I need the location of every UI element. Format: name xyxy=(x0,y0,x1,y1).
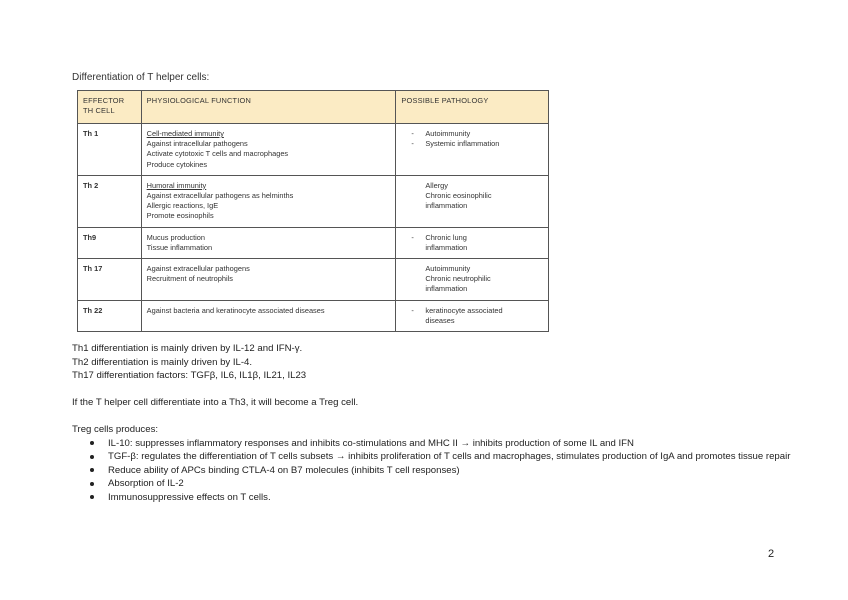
table-row xyxy=(78,175,549,227)
note-th2: Th2 differentiation is mainly driven by IL-4. xyxy=(72,356,253,368)
pathology-line xyxy=(401,316,543,326)
pathology-line xyxy=(401,181,543,191)
function-line: Mucus production xyxy=(146,232,206,242)
table-body xyxy=(78,124,549,332)
function-cell xyxy=(141,124,396,176)
header-pathology: POSSIBLE PATHOLOGY xyxy=(396,91,549,124)
effector-cell: Th 22 xyxy=(78,300,142,331)
function-cell xyxy=(141,227,396,258)
list-marker: - xyxy=(411,139,414,149)
function-line: Tissue inflammation xyxy=(146,242,213,252)
pathology-line xyxy=(401,139,543,149)
pathology-text: Chronic eosinophilic xyxy=(425,191,492,201)
pathology-text: inflammation xyxy=(425,201,468,211)
function-line: Against extracellular pathogens xyxy=(146,264,250,274)
list-item: IL-10: suppresses inflammatory responses and inhibits co-stimulations and MHC II → inhibits production of some IL and IFN xyxy=(108,437,792,451)
pathology-line xyxy=(401,129,543,139)
note-th3: If the T helper cell differentiate into a Th3, it will become a Treg cell. xyxy=(72,397,359,408)
table-row xyxy=(78,300,549,331)
pathology-line xyxy=(401,243,543,253)
list-marker xyxy=(401,181,425,191)
table-row xyxy=(78,259,549,301)
list-marker xyxy=(401,264,425,274)
effector-cell: Th 1 xyxy=(78,124,142,176)
function-line: Against extracellular pathogens as helminths xyxy=(146,191,294,201)
pathology-line xyxy=(401,274,543,284)
note-th17: Th17 differentiation factors: TGFβ, IL6, IL1β, IL21, IL23 xyxy=(72,370,307,381)
function-line: Against intracellular pathogens xyxy=(146,139,248,149)
pathology-text: Autoimmunity xyxy=(425,264,471,274)
pathology-line xyxy=(401,284,543,294)
function-cell xyxy=(141,175,396,227)
effector-cell: Th9 xyxy=(78,227,142,258)
function-line: Against bacteria and keratinocyte associated diseases xyxy=(146,305,325,315)
function-line: Recruitment of neutrophils xyxy=(146,274,233,284)
list-marker xyxy=(401,201,425,211)
list-item: TGF-β: regulates the differentiation of T cells subsets → inhibits proliferation of T cells and macrophages, stimulates production of IgA and promotes tissue repair xyxy=(108,451,791,462)
th-differentiation-table xyxy=(77,90,549,332)
section-heading: Differentiation of T helper cells: xyxy=(72,72,210,83)
notes-section xyxy=(72,342,792,504)
pathology-text: diseases xyxy=(425,315,455,325)
list-item: Immunosuppressive effects on T cells. xyxy=(108,491,792,505)
pathology-text: Allergy xyxy=(425,180,448,190)
function-line: Produce cytokines xyxy=(146,159,208,169)
note-th1: Th1 differentiation is mainly driven by IL-12 and IFN-γ. xyxy=(72,343,303,354)
list-marker xyxy=(401,191,425,201)
function-cell xyxy=(141,300,396,331)
treg-intro: Treg cells produces: xyxy=(72,424,159,435)
pathology-text: Chronic lung xyxy=(425,232,467,242)
list-item: Absorption of IL-2 xyxy=(108,477,792,491)
list-marker xyxy=(401,274,425,284)
pathology-cell xyxy=(396,227,549,258)
header-function: PHYSIOLOGICAL FUNCTION xyxy=(141,91,396,124)
list-marker: - xyxy=(411,129,414,138)
table-row xyxy=(78,124,549,176)
pathology-cell xyxy=(396,175,549,227)
pathology-cell xyxy=(396,259,549,301)
pathology-text: Systemic inflammation xyxy=(425,139,500,149)
list-marker xyxy=(401,316,425,326)
pathology-text: inflammation xyxy=(425,242,468,252)
list-marker xyxy=(401,284,425,294)
list-marker xyxy=(401,243,425,253)
header-effector xyxy=(78,91,142,124)
pathology-text: Chronic neutrophilic xyxy=(425,274,491,284)
pathology-text: inflammation xyxy=(425,284,468,294)
function-title: Humoral immunity xyxy=(146,180,207,190)
pathology-text: keratinocyte associated xyxy=(425,305,503,315)
pathology-line xyxy=(401,191,543,201)
function-line: Activate cytotoxic T cells and macrophages xyxy=(146,149,289,159)
table-row xyxy=(78,227,549,258)
header-effector-line: TH CELL xyxy=(83,106,115,116)
function-line: Promote eosinophils xyxy=(146,211,214,221)
pathology-line xyxy=(401,233,543,243)
table-header-row xyxy=(78,91,549,124)
list-item: Reduce ability of APCs binding CTLA-4 on B7 molecules (inhibits T cell responses) xyxy=(108,464,792,478)
pathology-line xyxy=(401,201,543,211)
pathology-text: Autoimmunity xyxy=(425,129,471,138)
list-marker: - xyxy=(411,232,414,242)
treg-list xyxy=(72,437,792,505)
function-cell xyxy=(141,259,396,301)
page-number: 2 xyxy=(768,548,775,560)
header-effector-line: EFFECTOR xyxy=(83,96,125,105)
pathology-cell xyxy=(396,300,549,331)
pathology-line xyxy=(401,306,543,316)
pathology-line xyxy=(401,264,543,274)
pathology-cell xyxy=(396,124,549,176)
effector-cell: Th 2 xyxy=(78,175,142,227)
function-title: Cell-mediated immunity xyxy=(146,129,224,138)
function-line: Allergic reactions, IgE xyxy=(146,201,219,211)
effector-cell: Th 17 xyxy=(78,259,142,301)
list-marker: - xyxy=(411,305,414,315)
